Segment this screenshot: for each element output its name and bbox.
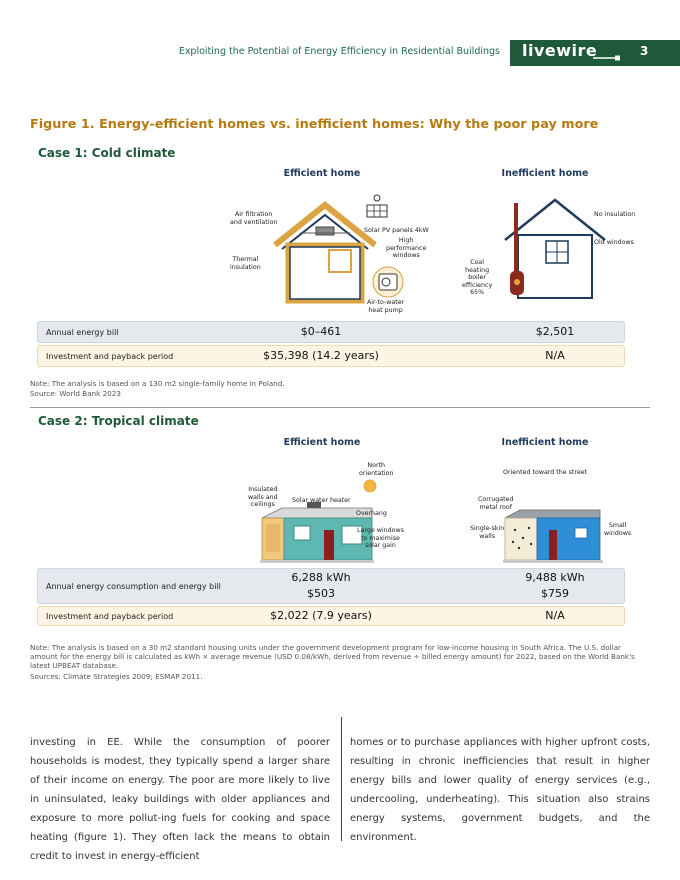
case1-inefficient-investment: N/A [545,349,565,362]
plug-icon [593,55,623,61]
case2-efficient-bill: $503 [307,587,335,600]
label-corrugated-roof: Corrugated metal roof [478,496,514,511]
brand-logo: livewire [522,41,598,60]
case2-source: Sources: Climate Strategies 2009; ESMAP 2011. [30,672,203,681]
case2-row-consumption-label: Annual energy consumption and energy bill [46,582,221,591]
label-air-filtration: Air filtration and ventilation [230,211,278,226]
case2-efficient-kwh: 6,288 kWh [291,571,351,584]
case2-row-investment-label: Investment and payback period [46,612,174,621]
label-high-performance-windows: High performance windows [386,237,427,259]
label-thermal-insulation: Thermal insulation [230,256,261,271]
label-solar-water-heater: Solar water heater [292,497,351,504]
case2-efficient-investment: $2,022 (7.9 years) [270,609,372,622]
case1-efficient-house-illustration [270,195,380,305]
running-header-title: Exploiting the Potential of Energy Efficiency in Residential Buildings [178,46,500,57]
label-coal-boiler: Coal heating boiler efficiency 65% [462,259,493,296]
case2-inefficient-heading: Inefficient home [501,437,589,448]
case2-efficient-heading: Efficient home [283,437,361,448]
column-divider [341,717,342,841]
label-large-windows: Large windows to maximise solar gain [357,527,404,549]
case2-inefficient-kwh: 9,488 kWh [525,571,585,584]
solar-panel-icon [366,193,388,223]
case2-note: Note: The analysis is based on a 30 m2 standard housing units under the government development program for low-income housing in South Africa. The U.S. dollar amount for the energy bill is calculated as kWh × average revenue (USD 0.08/kWh, derived from revenue ÷ billed energy amount) for 2022, based on the World Bank's latest UPBEAT database. [30,643,635,670]
label-oriented-street: Oriented toward the street [503,469,588,476]
figure-title: Figure 1. Energy-efficient homes vs. inefficient homes: Why the poor pay more [30,117,599,132]
label-no-insulation: No insulation [594,211,636,218]
case1-source: Source: World Bank 2023 [30,389,121,398]
label-small-windows: Small windows [604,522,632,537]
case-divider [30,407,650,408]
case1-inefficient-heading: Inefficient home [501,168,589,179]
case1-efficient-annual-bill: $0–461 [300,325,342,338]
label-solar-pv: Solar PV panels 4kW [364,227,429,234]
label-single-skin-walls: Single-skin walls [470,525,505,540]
case1-note: Note: The analysis is based on a 130 m2 single-family home in Poland. [30,379,285,388]
case1-title: Case 1: Cold climate [38,146,176,160]
case2-inefficient-investment: N/A [545,609,565,622]
label-overhang: Overhang [356,510,387,517]
case1-row-investment-label: Investment and payback period [46,352,174,361]
case1-row-annual-bill-label: Annual energy bill [46,328,119,337]
label-insulated-walls: Insulated walls and ceilings [248,486,278,508]
page-number: 3 [640,44,649,58]
label-heat-pump: Air-to-water heat pump [367,299,405,314]
heat-pump-icon [372,266,404,298]
label-old-windows: Old windows [594,239,634,246]
case1-inefficient-annual-bill: $2,501 [535,325,575,338]
label-north-orientation: North orientation [359,462,394,477]
case2-inefficient-bill: $759 [541,587,569,600]
body-text-left-column: investing in EE. While the consumption of poorer households is modest, they typically spend a larger share of their income on energy. The poor are more likely to live in uninsulated, leaky buildings with older appliances and exposure to more pollut-ing fuels for cooking and space heating (figure 1). They often lack the means to obtain credit to invest in energy-efficient [30,737,330,862]
sun-icon [363,479,377,493]
case2-inefficient-house-illustration [505,508,605,564]
case1-efficient-heading: Efficient home [283,168,361,179]
case2-title: Case 2: Tropical climate [38,414,199,428]
case1-efficient-investment: $35,398 (14.2 years) [263,349,379,362]
body-text-right-column: homes or to purchase appliances with higher upfront costs, resulting in chronic inefficiencies that result in higher energy bills and lower quality of energy services (e.g., undercooling, underheating). This situation also strains energy systems, government budgets, and the environment. [350,737,650,843]
